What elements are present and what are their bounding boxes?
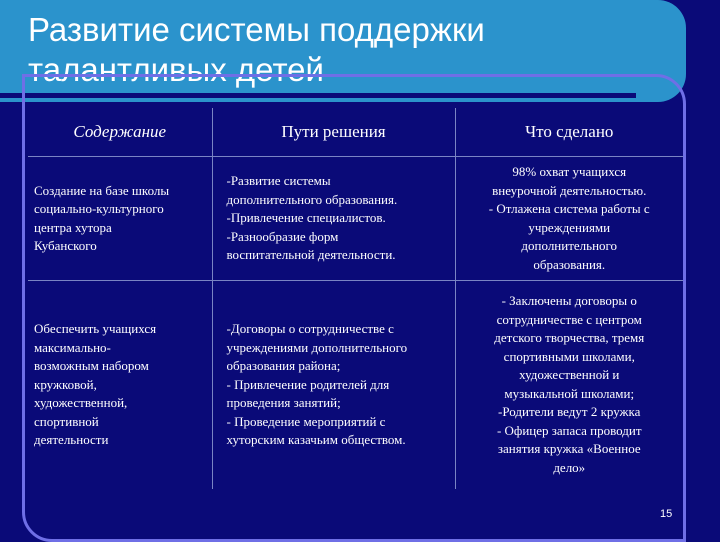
cell-line: - Офицер запаса проводит bbox=[496, 422, 642, 438]
cell-line: воспитательной деятельности. bbox=[226, 247, 396, 263]
cell-line: -Родители ведут 2 кружка bbox=[498, 404, 641, 420]
cell-line: центра хутора bbox=[34, 219, 112, 235]
plan-table bbox=[28, 108, 683, 489]
cell-line: деятельности bbox=[34, 432, 109, 447]
cell-line: учреждениями дополнительного bbox=[226, 339, 408, 355]
cell-line: возможным набором bbox=[34, 358, 149, 373]
cell-line: внеурочной деятельностью. bbox=[492, 182, 647, 198]
page-number: 15 bbox=[660, 508, 673, 520]
title-line-1: Развитие системы поддержки bbox=[28, 11, 485, 48]
cell-line: образования. bbox=[533, 256, 606, 272]
header-done: Что сделано bbox=[455, 108, 683, 157]
cell-line: -Развитие системы bbox=[226, 173, 331, 189]
cell-line: - Отлажена система работы с bbox=[488, 201, 650, 216]
table-row bbox=[28, 281, 683, 489]
cell-line: - Проведение мероприятий с bbox=[226, 413, 386, 429]
cell-line: занятия кружка «Военное bbox=[497, 441, 641, 457]
cell-line: дело» bbox=[553, 459, 586, 475]
cell-line: спортивными школами, bbox=[503, 348, 635, 364]
cell-line: 98% охват учащихся bbox=[512, 164, 627, 179]
cell-line: проведения занятий; bbox=[226, 395, 341, 410]
table-row bbox=[28, 157, 683, 281]
row2-content bbox=[28, 281, 212, 489]
row2-solutions bbox=[212, 281, 455, 489]
table-header-row bbox=[28, 108, 683, 157]
cell-line: хуторским казачьим обществом. bbox=[226, 432, 406, 447]
cell-line: дополнительного bbox=[521, 238, 618, 253]
cell-line: кружковой, bbox=[34, 376, 97, 392]
cell-line: Кубанского bbox=[34, 238, 97, 253]
cell-line: образования района; bbox=[226, 358, 341, 373]
cell-line: художественной, bbox=[34, 395, 128, 410]
cell-line: спортивной bbox=[34, 413, 99, 429]
cell-line: -Привлечение специалистов. bbox=[226, 210, 386, 226]
cell-line: - Заключены договоры о bbox=[501, 293, 637, 309]
cell-line: учреждениями bbox=[528, 219, 611, 235]
cell-line: Создание на базе школы bbox=[34, 182, 170, 198]
cell-line: социально-культурного bbox=[34, 201, 164, 216]
cell-line: музыкальной школами; bbox=[504, 385, 635, 401]
title-line-2: талантливых детей bbox=[28, 51, 324, 88]
cell-line: максимально- bbox=[34, 339, 111, 355]
row2-done bbox=[455, 281, 683, 489]
row1-solutions bbox=[212, 157, 455, 281]
row1-done bbox=[455, 157, 683, 281]
cell-line: дополнительного образования. bbox=[226, 191, 398, 207]
header-solutions: Пути решения bbox=[212, 108, 455, 157]
cell-line: -Договоры о сотрудничестве с bbox=[226, 321, 394, 336]
cell-line: Обеспечить учащихся bbox=[34, 321, 157, 336]
row1-content bbox=[28, 157, 212, 281]
header-content: Содержание bbox=[28, 108, 212, 157]
cell-line: художественной и bbox=[519, 367, 620, 383]
cell-line: -Разнообразие форм bbox=[226, 228, 339, 244]
cell-line: детского творчества, тремя bbox=[494, 330, 645, 346]
cell-line: - Привлечение родителей для bbox=[226, 376, 390, 392]
cell-line: сотрудничестве с центром bbox=[496, 311, 642, 327]
